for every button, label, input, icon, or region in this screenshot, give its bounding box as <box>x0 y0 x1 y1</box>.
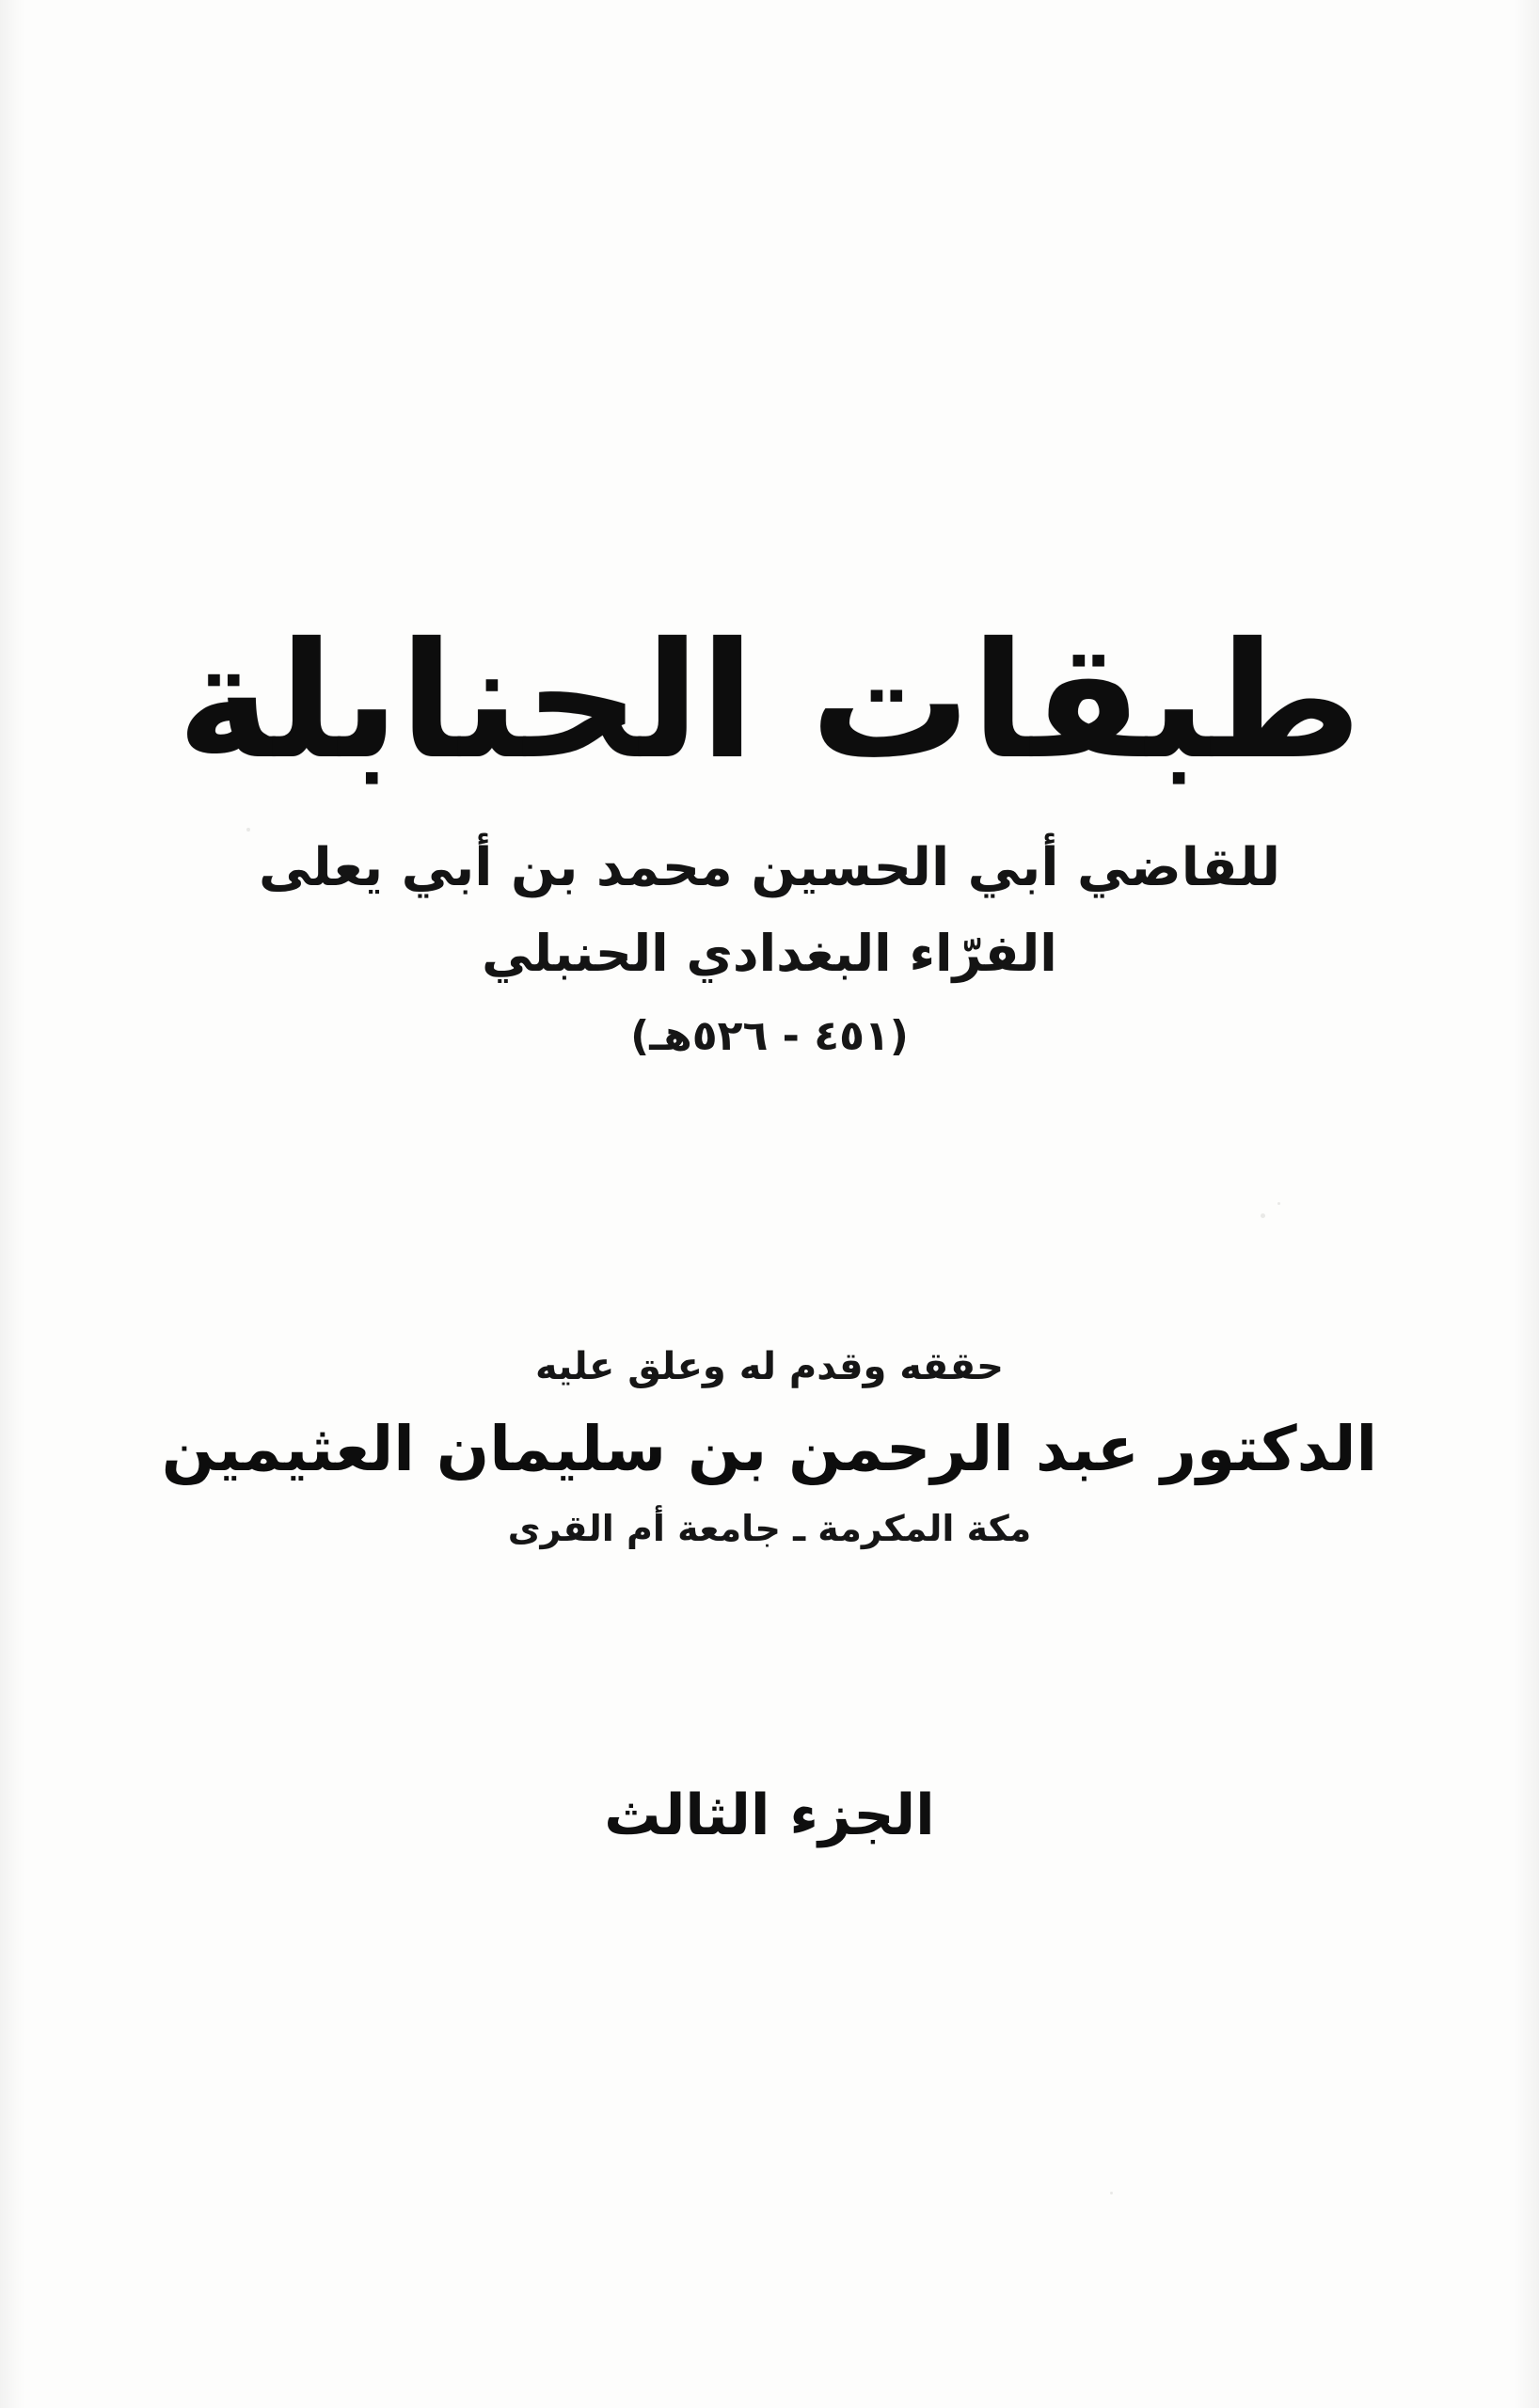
author-dates: (٤٥١ - ٥٢٦هـ) <box>630 1011 909 1060</box>
page-edge-shade-right <box>1515 0 1539 2408</box>
scan-speck <box>1261 1213 1265 1218</box>
title-block <box>0 602 1539 1060</box>
page-edge-shade-left <box>0 0 24 2408</box>
page-title: طبقات الحنابلة <box>177 609 1362 795</box>
editor-credit-prefix: حققه وقدم له وعلق عليه <box>535 1345 1004 1388</box>
author-line-primary: للقاضي أبي الحسين محمد بن أبي يعلى <box>258 836 1281 898</box>
author-line-secondary: الفرّاء البغدادي الحنبلي <box>482 923 1057 983</box>
volume-label: الجزء الثالث <box>604 1782 935 1848</box>
editor-affiliation: مكة المكرمة ـ جامعة أم القرى <box>507 1508 1032 1549</box>
editor-block <box>0 1345 1539 1549</box>
scan-speck <box>1110 2192 1113 2194</box>
volume-block <box>0 1782 1539 1848</box>
editor-name: الدكتور عبد الرحمن بن سليمان العثيمين <box>161 1413 1378 1485</box>
scan-speck <box>1277 1202 1280 1205</box>
